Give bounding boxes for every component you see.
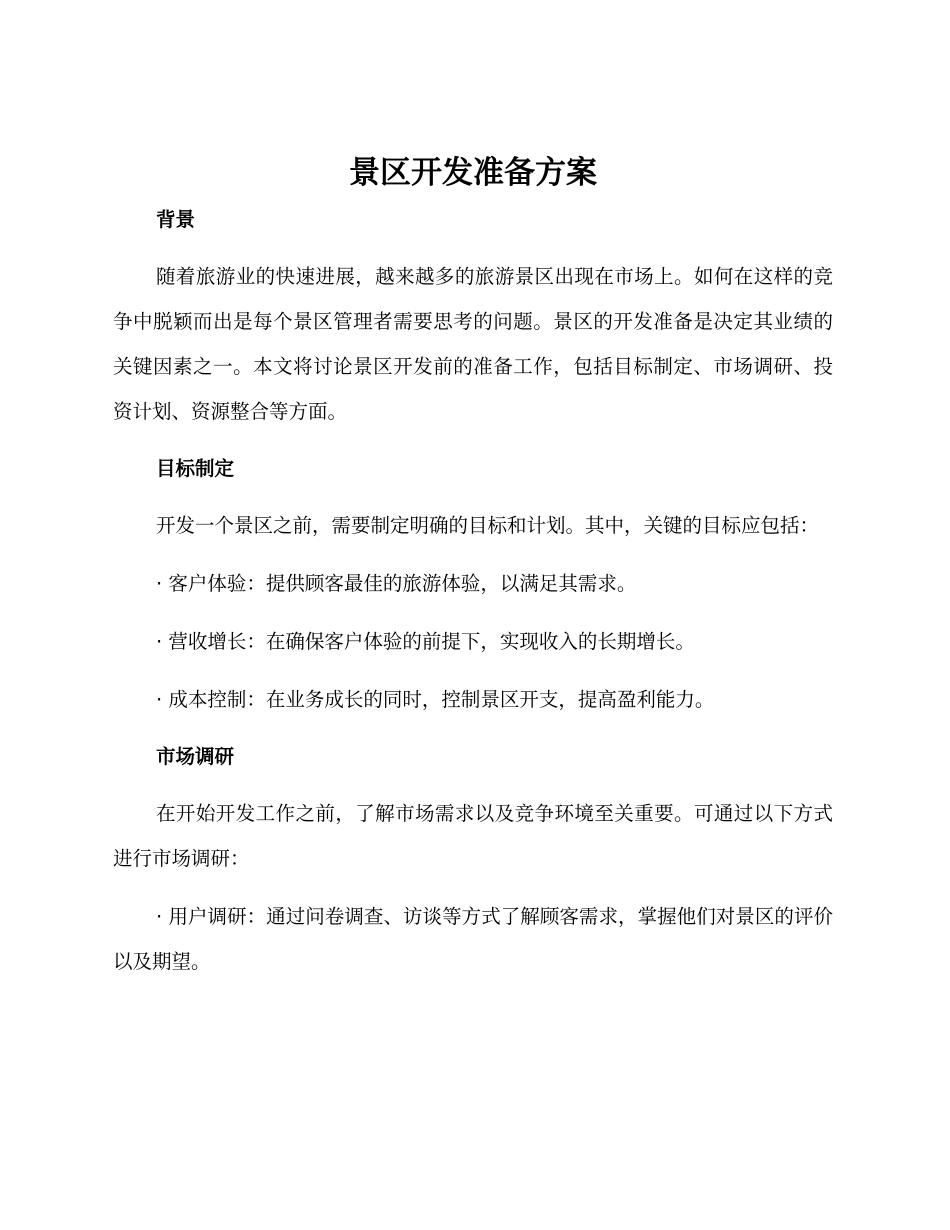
section-background [113,198,833,434]
bullet-item: · 成本控制：在业务成长的同时，控制景区开支，提高盈利能力。 [156,688,715,711]
bullet-item: · 用户调研：通过问卷调查、访谈等方式了解顾客需求，掌握他们对景区的评价以及期望。 [113,905,833,973]
section-heading: 背景 [156,208,196,231]
section-goal-setting [113,447,833,722]
bullet-item: · 客户体验：提供顾客最佳的旅游体验，以满足其需求。 [156,572,637,595]
document-title: 景区开发准备方案 [349,155,597,191]
paragraph: 开发一个景区之前，需要制定明确的目标和计划。其中，关键的目标应包括： [156,514,820,537]
paragraph: 随着旅游业的快速进展，越来越多的旅游景区出现在市场上。如何在这样的竞争中脱颖而出是每个景区管理者需要思考的问题。景区的开发准备是决定其业绩的关键因素之一。本文将讨论景区开发前的准备工作，包括目标制定、市场调研、投资计划、资源整合等方面。 [113,265,833,423]
bullet-item: · 营收增长：在确保客户体验的前提下，实现收入的长期增长。 [156,630,695,653]
section-heading: 目标制定 [156,457,235,480]
document-page [113,150,833,997]
paragraph: 在开始开发工作之前，了解市场需求以及竞争环境至关重要。可通过以下方式进行市场调研： [113,802,833,870]
section-market-research [113,735,833,984]
section-heading: 市场调研 [156,745,235,768]
